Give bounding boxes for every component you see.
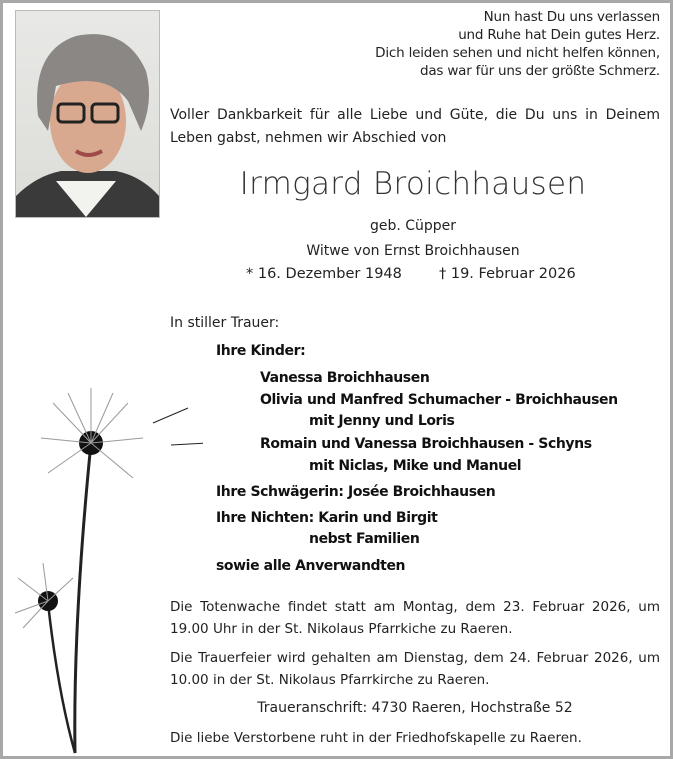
poem-line: das war für uns der größte Schmerz. — [419, 63, 660, 79]
poem-line: und Ruhe hat Dein gutes Herz. — [458, 27, 660, 43]
dandelion-illustration — [3, 373, 203, 756]
poem-line: Dich leiden sehen und nicht helfen können, — [375, 45, 660, 61]
child-entry-sub: mit Niclas, Mike und Manuel — [309, 458, 522, 474]
sister-in-law: Ihre Schwägerin: Josée Broichhausen — [216, 484, 496, 500]
intro-text: Voller Dankbarkeit für alle Liebe und Güte, die Du uns in Deinem Leben gabst, nehmen wir Abschied von — [170, 107, 660, 146]
widow-of: Witwe von Ernst Broichhausen — [306, 243, 520, 259]
child-entry: Romain und Vanessa Broichhausen - Schyns — [260, 436, 592, 452]
wake-info: Die Totenwache findet statt am Montag, dem 23. Februar 2026, um 19.00 Uhr in der St. Nikolaus Pfarrkiche zu Raeren. — [170, 599, 660, 637]
poem-line: Nun hast Du uns verlassen — [483, 9, 660, 25]
birth-date: * 16. Dezember 1948 — [246, 266, 402, 282]
child-entry: Olivia und Manfred Schumacher - Broichhausen — [260, 392, 618, 408]
funeral-info: Die Trauerfeier wird gehalten am Dienstag, dem 24. Februar 2026, um 10.00 in der St. Nikolaus Pfarrkirche zu Raeren. — [170, 650, 660, 688]
deceased-name: Irmgard Broichhausen — [239, 166, 587, 202]
portrait-photo — [15, 10, 160, 218]
child-entry: Vanessa Broichhausen — [260, 370, 430, 386]
nieces-sub: nebst Familien — [309, 531, 420, 547]
resting-place: Die liebe Verstorbene ruht in der Friedhofskapelle zu Raeren. — [170, 730, 582, 746]
mourning-address: Traueranschrift: 4730 Raeren, Hochstraße 52 — [257, 700, 573, 716]
child-entry-sub: mit Jenny und Loris — [309, 413, 455, 429]
mourning-label: In stiller Trauer: — [170, 315, 280, 331]
maiden-name: geb. Cüpper — [369, 218, 457, 234]
relatives: sowie alle Anverwandten — [216, 558, 406, 574]
death-date: † 19. Februar 2026 — [439, 266, 576, 282]
nieces: Ihre Nichten: Karin und Birgit — [216, 510, 438, 526]
children-label: Ihre Kinder: — [216, 343, 306, 359]
poem — [375, 8, 660, 80]
